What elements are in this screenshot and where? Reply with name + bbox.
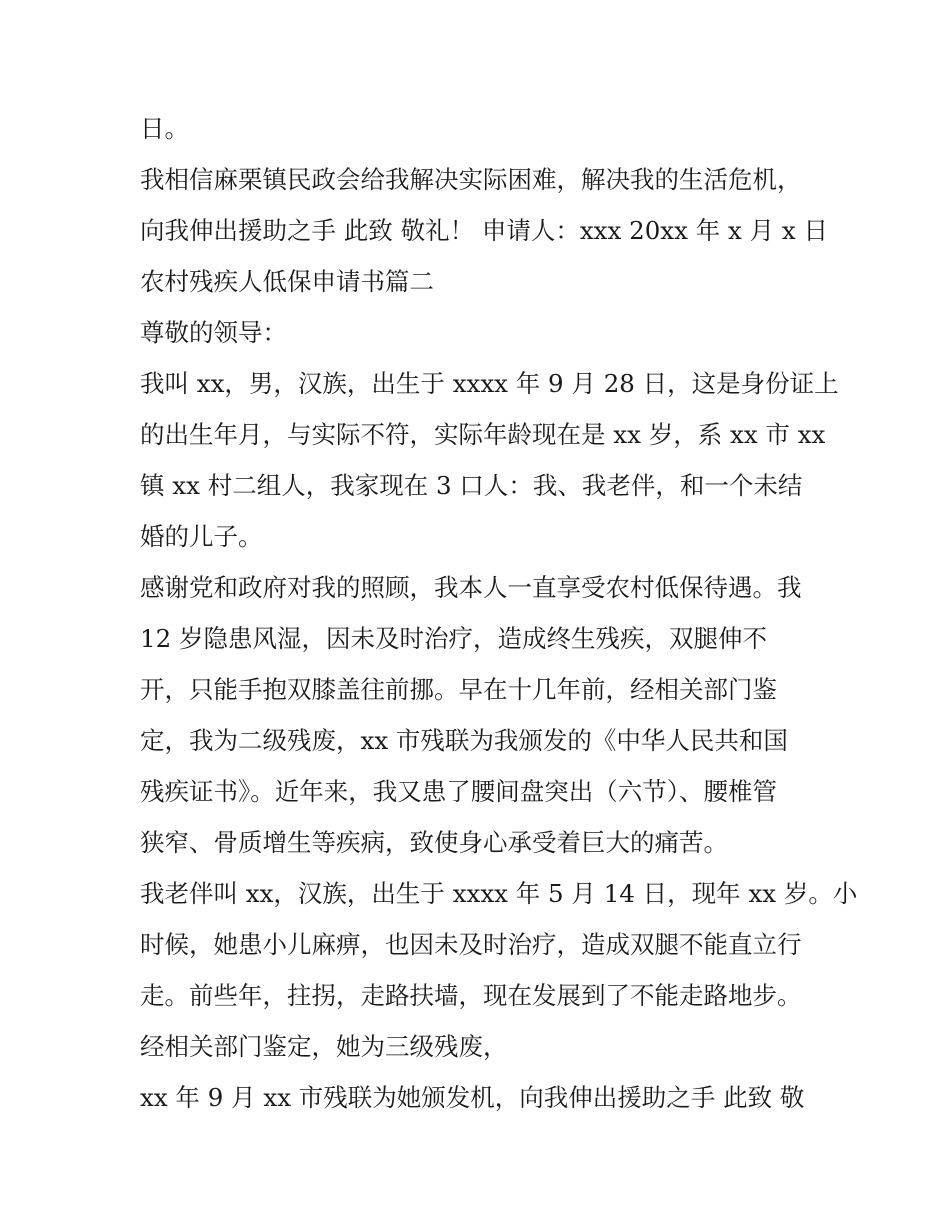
text-line: 日。 (140, 114, 189, 143)
text-line: 时候，她患小儿麻痹，也因未及时治疗，造成双腿不能直立行 (140, 930, 802, 959)
text-line: 经相关部门鉴定，她为三级残废， (140, 1032, 508, 1061)
text-line: 开，只能手抱双膝盖往前挪。早在十几年前，经相关部门鉴 (140, 675, 777, 704)
text-line: 残疾证书》。近年来，我又患了腰间盘突出（六节）、腰椎管 (140, 777, 777, 806)
text-line: 我老伴叫 xx，汉族，出生于 xxxx 年 5 月 14 日，现年 xx 岁。小 (140, 879, 858, 908)
text-line: 走。前些年，拄拐，走路扶墙，现在发展到了不能走路地步。 (140, 981, 802, 1010)
text-line: 狭窄、骨质增生等疾病，致使身心承受着巨大的痛苦。 (140, 828, 728, 857)
text-line: 镇 xx 村二组人，我家现在 3 口人：我、我老伴，和一个未结 (140, 471, 803, 500)
salutation: 尊敬的领导： (140, 318, 287, 347)
text-line: 我相信麻栗镇民政会给我解决实际困难，解决我的生活危机， (140, 165, 802, 194)
document-body (140, 103, 858, 1123)
text-line: 我叫 xx，男，汉族，出生于 xxxx 年 9 月 28 日，这是身份证上 (140, 369, 839, 398)
text-line: 12 岁隐患风湿，因未及时治疗，造成终生残疾，双腿伸不 (140, 624, 767, 653)
text-line: 婚的儿子。 (140, 522, 263, 551)
text-line: 感谢党和政府对我的照顾，我本人一直享受农村低保待遇。我 (140, 573, 802, 602)
text-line: 的出生年月，与实际不符，实际年龄现在是 xx 岁，系 xx 市 xx (140, 420, 826, 449)
section-heading: 农村残疾人低保申请书篇二 (140, 267, 434, 296)
text-line: xx 年 9 月 xx 市残联为她颁发机，向我伸出援助之手 此致 敬 (140, 1083, 805, 1112)
text-line: 定，我为二级残废，xx 市残联为我颁发的《中华人民共和国 (140, 726, 788, 755)
text-line: 向我伸出援助之手 此致 敬礼！ 申请人：xxx 20xx 年 x 月 x 日 (140, 216, 828, 245)
